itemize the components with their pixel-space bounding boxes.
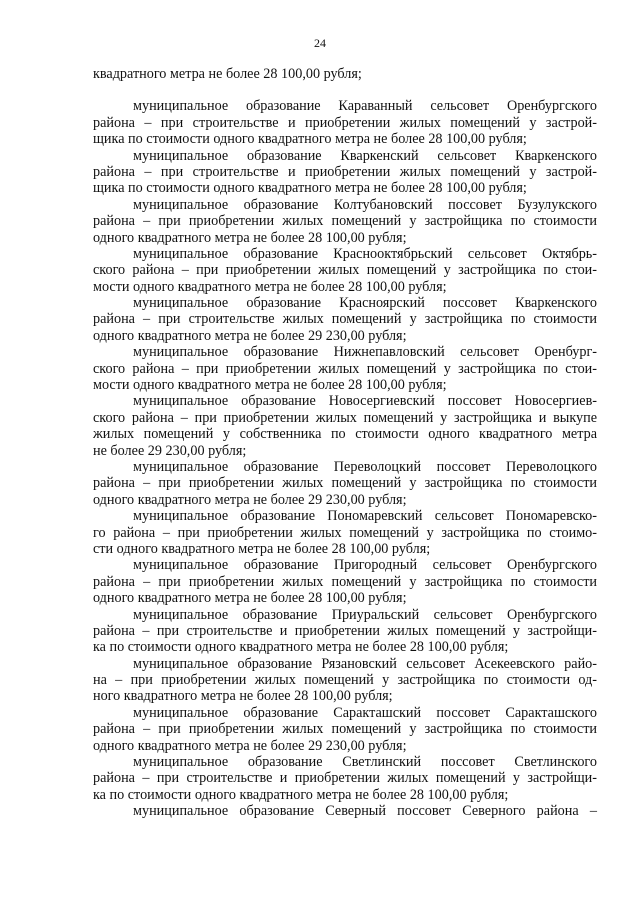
paragraph-line: ка по стоимости одного квадратного метра не более 28 100,00 рубля; [93,639,509,656]
paragraph-line: одного квадратного метра не более 28 100,00 рубля; [93,229,407,246]
paragraph-line: муниципальное образование Светлинский поссовет Светлинского [133,754,597,771]
paragraph-line: жилых помещений у собственника по стоимости одного квадратного метра [93,426,597,443]
paragraph-line: ка по стоимости одного квадратного метра не более 28 100,00 рубля; [93,786,509,803]
paragraph-line: района – при приобретении жилых помещений у застройщика по стоимости [93,573,597,590]
paragraph-line: муниципальное образование Пригородный сельсовет Оренбургского [133,557,597,574]
paragraph-line: муниципальное образование Приуральский сельсовет Оренбургского [133,606,597,623]
paragraph-line: мости одного квадратного метра не более 28 100,00 рубля; [93,377,447,394]
paragraph-line: одного квадратного метра не более 28 100,00 рубля; [93,590,407,607]
paragraph-line: на – при приобретении жилых помещений у застройщика по стоимости од- [93,672,597,689]
paragraph-line: района – при строительстве и приобретении жилых помещений у застройщи- [93,770,597,787]
paragraph-line: муниципальное образование Колтубановский поссовет Бузулукского [133,196,597,213]
paragraph-line: одного квадратного метра не более 29 230,00 рубля; [93,491,407,508]
paragraph-line: муниципальное образование Краснооктябрьский сельсовет Октябрь- [133,245,597,262]
paragraph-line: района – при строительстве и приобретении жилых помещений у застройщи- [93,622,597,639]
paragraph-line: муниципальное образование Рязановский сельсовет Асекеевского райо- [133,655,597,672]
paragraph-line: муниципальное образование Переволоцкий поссовет Переволоцкого [133,458,597,475]
paragraph-line: муниципальное образование Пономаревский сельсовет Пономаревско- [133,508,597,525]
paragraph-line: муниципальное образование Караванный сельсовет Оренбургского [133,98,597,115]
paragraph-line: одного квадратного метра не более 29 230,00 рубля; [93,737,407,754]
paragraph-line: муниципальное образование Красноярский поссовет Кваркенского [133,295,597,312]
paragraph-line: ского района – при приобретении жилых помещений у застройщика и выкупе [93,409,597,426]
paragraph-line: муниципальное образование Новосергиевский поссовет Новосергиев- [133,393,597,410]
paragraph-line: района – при приобретении жилых помещений у застройщика по стоимости [93,475,597,492]
paragraph-line: района – при строительстве и приобретении жилых помещений у застрой- [93,114,597,131]
paragraph-line: квадратного метра не более 28 100,00 рубля; [93,66,362,82]
paragraph-line: щика по стоимости одного квадратного метра не более 28 100,00 рубля; [93,131,527,148]
paragraph-line: муниципальное образование Саракташский поссовет Саракташского [133,704,597,721]
paragraph-line: ского района – при приобретении жилых помещений у застройщика по стои- [93,360,597,377]
paragraph-line: района – при строительстве и приобретении жилых помещений у застрой- [93,163,597,180]
paragraph-line: муниципальное образование Кваркенский сельсовет Кваркенского [133,147,597,164]
paragraph-line: ного квадратного метра не более 28 100,00 рубля; [93,688,393,705]
paragraph-line: сти одного квадратного метра не более 28 100,00 рубля; [93,540,431,557]
paragraph-line: муниципальное образование Северный поссовет Северного района – [133,803,597,820]
paragraph-line: района – при строительстве жилых помещений у застройщика по стоимости [93,311,597,328]
page-number: 24 [314,36,326,50]
document-body [0,66,640,820]
paragraph-line: щика по стоимости одного квадратного метра не более 28 100,00 рубля; [93,180,527,197]
paragraph-line: мости одного квадратного метра не более 28 100,00 рубля; [93,278,447,295]
paragraph-line: района – при приобретении жилых помещений у застройщика по стоимости [93,721,597,738]
paragraph-line: муниципальное образование Нижнепавловский сельсовет Оренбург- [133,344,597,361]
paragraph-line: го района – при приобретении жилых помещений у застройщика по стоимо- [93,524,597,541]
paragraph-line: не более 29 230,00 рубля; [93,442,247,459]
paragraph-line: одного квадратного метра не более 29 230,00 рубля; [93,327,407,344]
paragraph-line: района – при приобретении жилых помещений у застройщика по стоимости [93,213,597,230]
paragraph-line: ского района – при приобретении жилых помещений у застройщика по стои- [93,262,597,279]
